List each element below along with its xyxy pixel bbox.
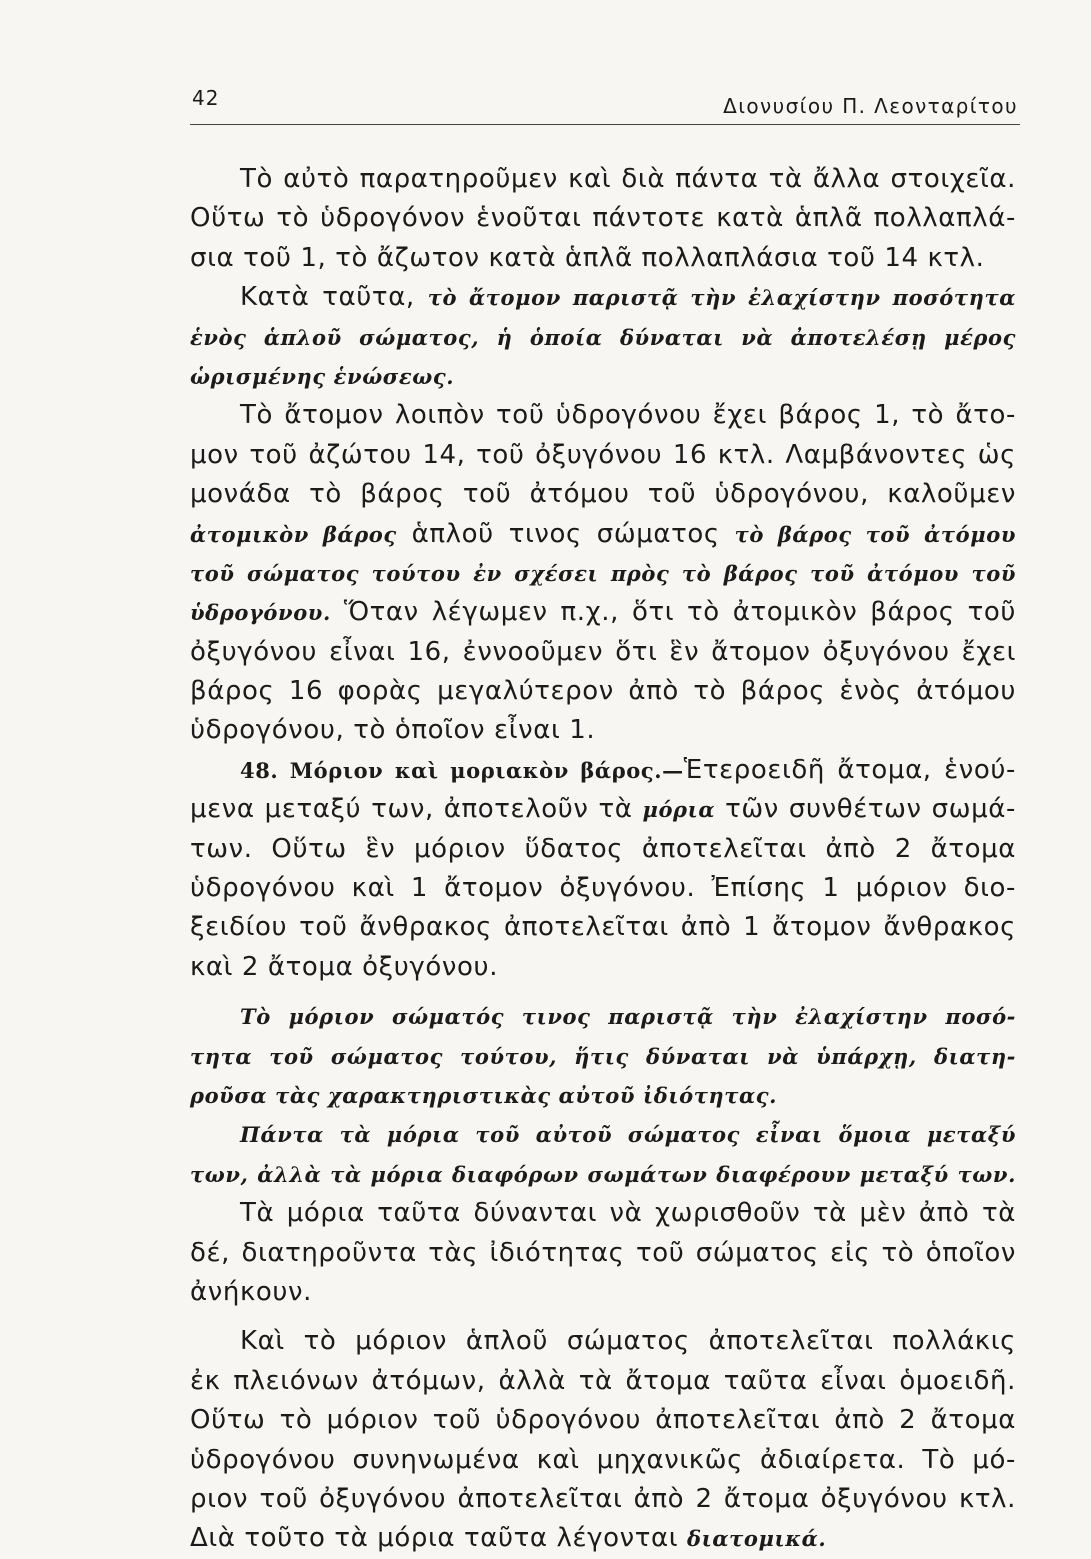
term-atomic-weight: ἀτομικὸν βάρος: [190, 521, 397, 547]
text-line: [190, 318, 1016, 357]
bold-definition: ροῦσα τὰς χαρακτηριστικὰς αὐτοῦ ἰδιότητας.: [190, 1082, 778, 1108]
text-span: ἁπλοῦ τινος σώματος: [411, 518, 720, 549]
text-line: [190, 515, 1016, 554]
text-line: [190, 1115, 1016, 1154]
text-line: ὑδρογόνου καὶ 1 ἄτομον ὀξυγόνου. Ἐπίσης 1 μόριον διο-: [190, 873, 1016, 904]
definition-molecule: [190, 997, 1016, 1115]
text-line: [190, 751, 1016, 790]
text-line: ριον τοῦ ὀξυγόνου ἀποτελεῖται ἀπὸ 2 ἄτομα ὀξυγόνου κτλ.: [190, 1483, 1016, 1514]
term-diatomic: διατομικά.: [687, 1526, 827, 1552]
text-line: Τὰ μόρια ταῦτα δύνανται νὰ χωρισθοῦν τὰ μὲν ἀπὸ τὰ: [240, 1198, 1016, 1229]
section-heading: 48. Μόριον καὶ μοριακὸν βάρος.—: [240, 757, 684, 783]
text-line: ξειδίου τοῦ ἄνθρακος ἀποτελεῖται ἀπὸ 1 ἄτομον ἄνθρακος: [190, 912, 1016, 943]
bold-definition: Τὸ μόριον σώματός τινος παριστᾷ τὴν ἐλαχίστην ποσό-: [240, 1004, 1016, 1030]
text-span: Διὰ τοῦτο τὰ μόρια ταῦτα λέγονται: [190, 1523, 679, 1554]
text-line: ὑδρογόνου συνηνωμένα καὶ μηχανικῶς ἀδιαίρετα. Τὸ μό-: [190, 1444, 1016, 1475]
text-span: μενα μεταξύ των, ἀποτελοῦν τὰ: [190, 794, 633, 825]
bold-definition: τοῦ σώματος τούτου ἐν σχέσει πρὸς τὸ βάρος τοῦ ἀτόμου τοῦ: [190, 560, 1016, 586]
text-line: καὶ 2 ἄτομα ὀξυγόνου.: [190, 951, 499, 982]
paragraph-separation: [190, 1194, 1016, 1312]
text-line: [190, 1519, 1016, 1558]
paragraph-observation: [190, 160, 1016, 278]
text-line: [190, 593, 1016, 632]
text-line: [190, 1076, 1016, 1115]
text-line: των. Οὕτω ἓν μόριον ὕδατος ἀποτελεῖται ἀπὸ 2 ἄτομα: [190, 833, 1016, 864]
body-text: [190, 160, 1016, 1559]
page-header: [192, 86, 1018, 120]
text-line: [190, 1155, 1016, 1194]
text-span: Ὅταν λέγωμεν π.χ., ὅτι τὸ ἀτομικὸν βάρος τοῦ: [343, 597, 1016, 628]
spacer: [190, 1312, 1016, 1322]
bold-definition: Πάντα τὰ μόρια τοῦ αὐτοῦ σώματος εἶναι ὅμοια μεταξύ: [240, 1122, 1016, 1148]
text-line: [190, 554, 1016, 593]
bold-definition: ὑδρογόνου.: [190, 600, 331, 626]
bold-definition: των, ἀλλὰ τὰ μόρια διαφόρων σωμάτων διαφέρουν μεταξύ των.: [190, 1161, 1016, 1187]
term-molecules: μόρια: [642, 797, 716, 823]
text-line: ὑδρογόνου, τὸ ὁποῖον εἶναι 1.: [190, 715, 596, 746]
paragraph-diatomic: [190, 1322, 1016, 1558]
text-line: ὀξυγόνου εἶναι 16, ἐννοοῦμεν ὅτι ἓν ἄτομον ὀξυγόνου ἔχει: [190, 636, 1016, 667]
bold-definition: ὡρισμένης ἑνώσεως.: [190, 363, 455, 389]
bold-definition: τὸ ἄτομον παριστᾷ τὴν ἐλαχίστην ποσότητα: [427, 285, 1016, 311]
bold-definition: ἑνὸς ἁπλοῦ σώματος, ἡ ὁποία δύναται νὰ ἀποτελέσῃ μέρος: [190, 324, 1016, 350]
page-number: 42: [192, 86, 220, 110]
paragraph-atomic-weight: [190, 396, 1016, 751]
text-line: Τὸ αὐτὸ παρατηροῦμεν καὶ διὰ πάντα τὰ ἄλλα στοιχεῖα.: [240, 164, 1016, 194]
text-line: μον τοῦ ἀζώτου 14, τοῦ ὀξυγόνου 16 κτλ. Λαμβάνοντες ὡς: [190, 439, 1016, 470]
text-line: Οὕτω τὸ μόριον τοῦ ὑδρογόνου ἀποτελεῖται ἀπὸ 2 ἄτομα: [190, 1405, 1016, 1436]
text-span: τῶν συνθέτων σωμά-: [725, 794, 1016, 825]
bold-definition: τὸ βάρος τοῦ ἀτόμου: [734, 521, 1016, 547]
text-line: σια τοῦ 1, τὸ ἄζωτον κατὰ ἁπλᾶ πολλαπλάσια τοῦ 14 κτλ.: [190, 242, 985, 273]
text-line: Καὶ τὸ μόριον ἁπλοῦ σώματος ἀποτελεῖται πολλάκις: [240, 1326, 1016, 1357]
text-span: Ἑτεροειδῆ ἄτομα, ἑνού-: [683, 754, 1016, 785]
text-line: βάρος 16 φορὰς μεγαλύτερον ἀπὸ τὸ βάρος ἑνὸς ἀτόμου: [190, 676, 1016, 707]
spacer: [190, 987, 1016, 997]
text-line: δέ, διατηροῦντα τὰς ἰδιότητας τοῦ σώματος εἰς τὸ ὁποῖον: [190, 1237, 1016, 1268]
text-line: [190, 997, 1016, 1036]
bold-definition: τητα τοῦ σώματος τούτου, ἥτις δύναται νὰ ὑπάρχῃ, διατη-: [190, 1043, 1016, 1069]
running-head: Διονυσίου Π. Λεονταρίτου: [723, 94, 1018, 118]
text-line: [190, 790, 1016, 829]
text-line: Οὕτω τὸ ὑδρογόνον ἑνοῦται πάντοτε κατὰ ἁπλᾶ πολλαπλά-: [190, 203, 1016, 234]
text-line: [190, 357, 1016, 396]
text-line: ἀνήκουν.: [190, 1276, 313, 1307]
header-rule: [190, 124, 1020, 125]
paragraph-atom-definition: [190, 278, 1016, 396]
definition-same-molecules: [190, 1115, 1016, 1194]
text-line: μονάδα τὸ βάρος τοῦ ἀτόμου τοῦ ὑδρογόνου, καλοῦμεν: [190, 479, 1016, 510]
text-line: [190, 278, 1016, 317]
text-line: Τὸ ἄτομον λοιπὸν τοῦ ὑδρογόνου ἔχει βάρος 1, τὸ ἄτο-: [240, 400, 1016, 431]
text-span: Κατὰ ταῦτα,: [240, 282, 415, 313]
section-48-molecule: [190, 751, 1016, 987]
text-line: [190, 1037, 1016, 1076]
text-line: ἐκ πλειόνων ἀτόμων, ἀλλὰ τὰ ἄτομα ταῦτα εἶναι ὁμοειδῆ.: [190, 1365, 1016, 1396]
